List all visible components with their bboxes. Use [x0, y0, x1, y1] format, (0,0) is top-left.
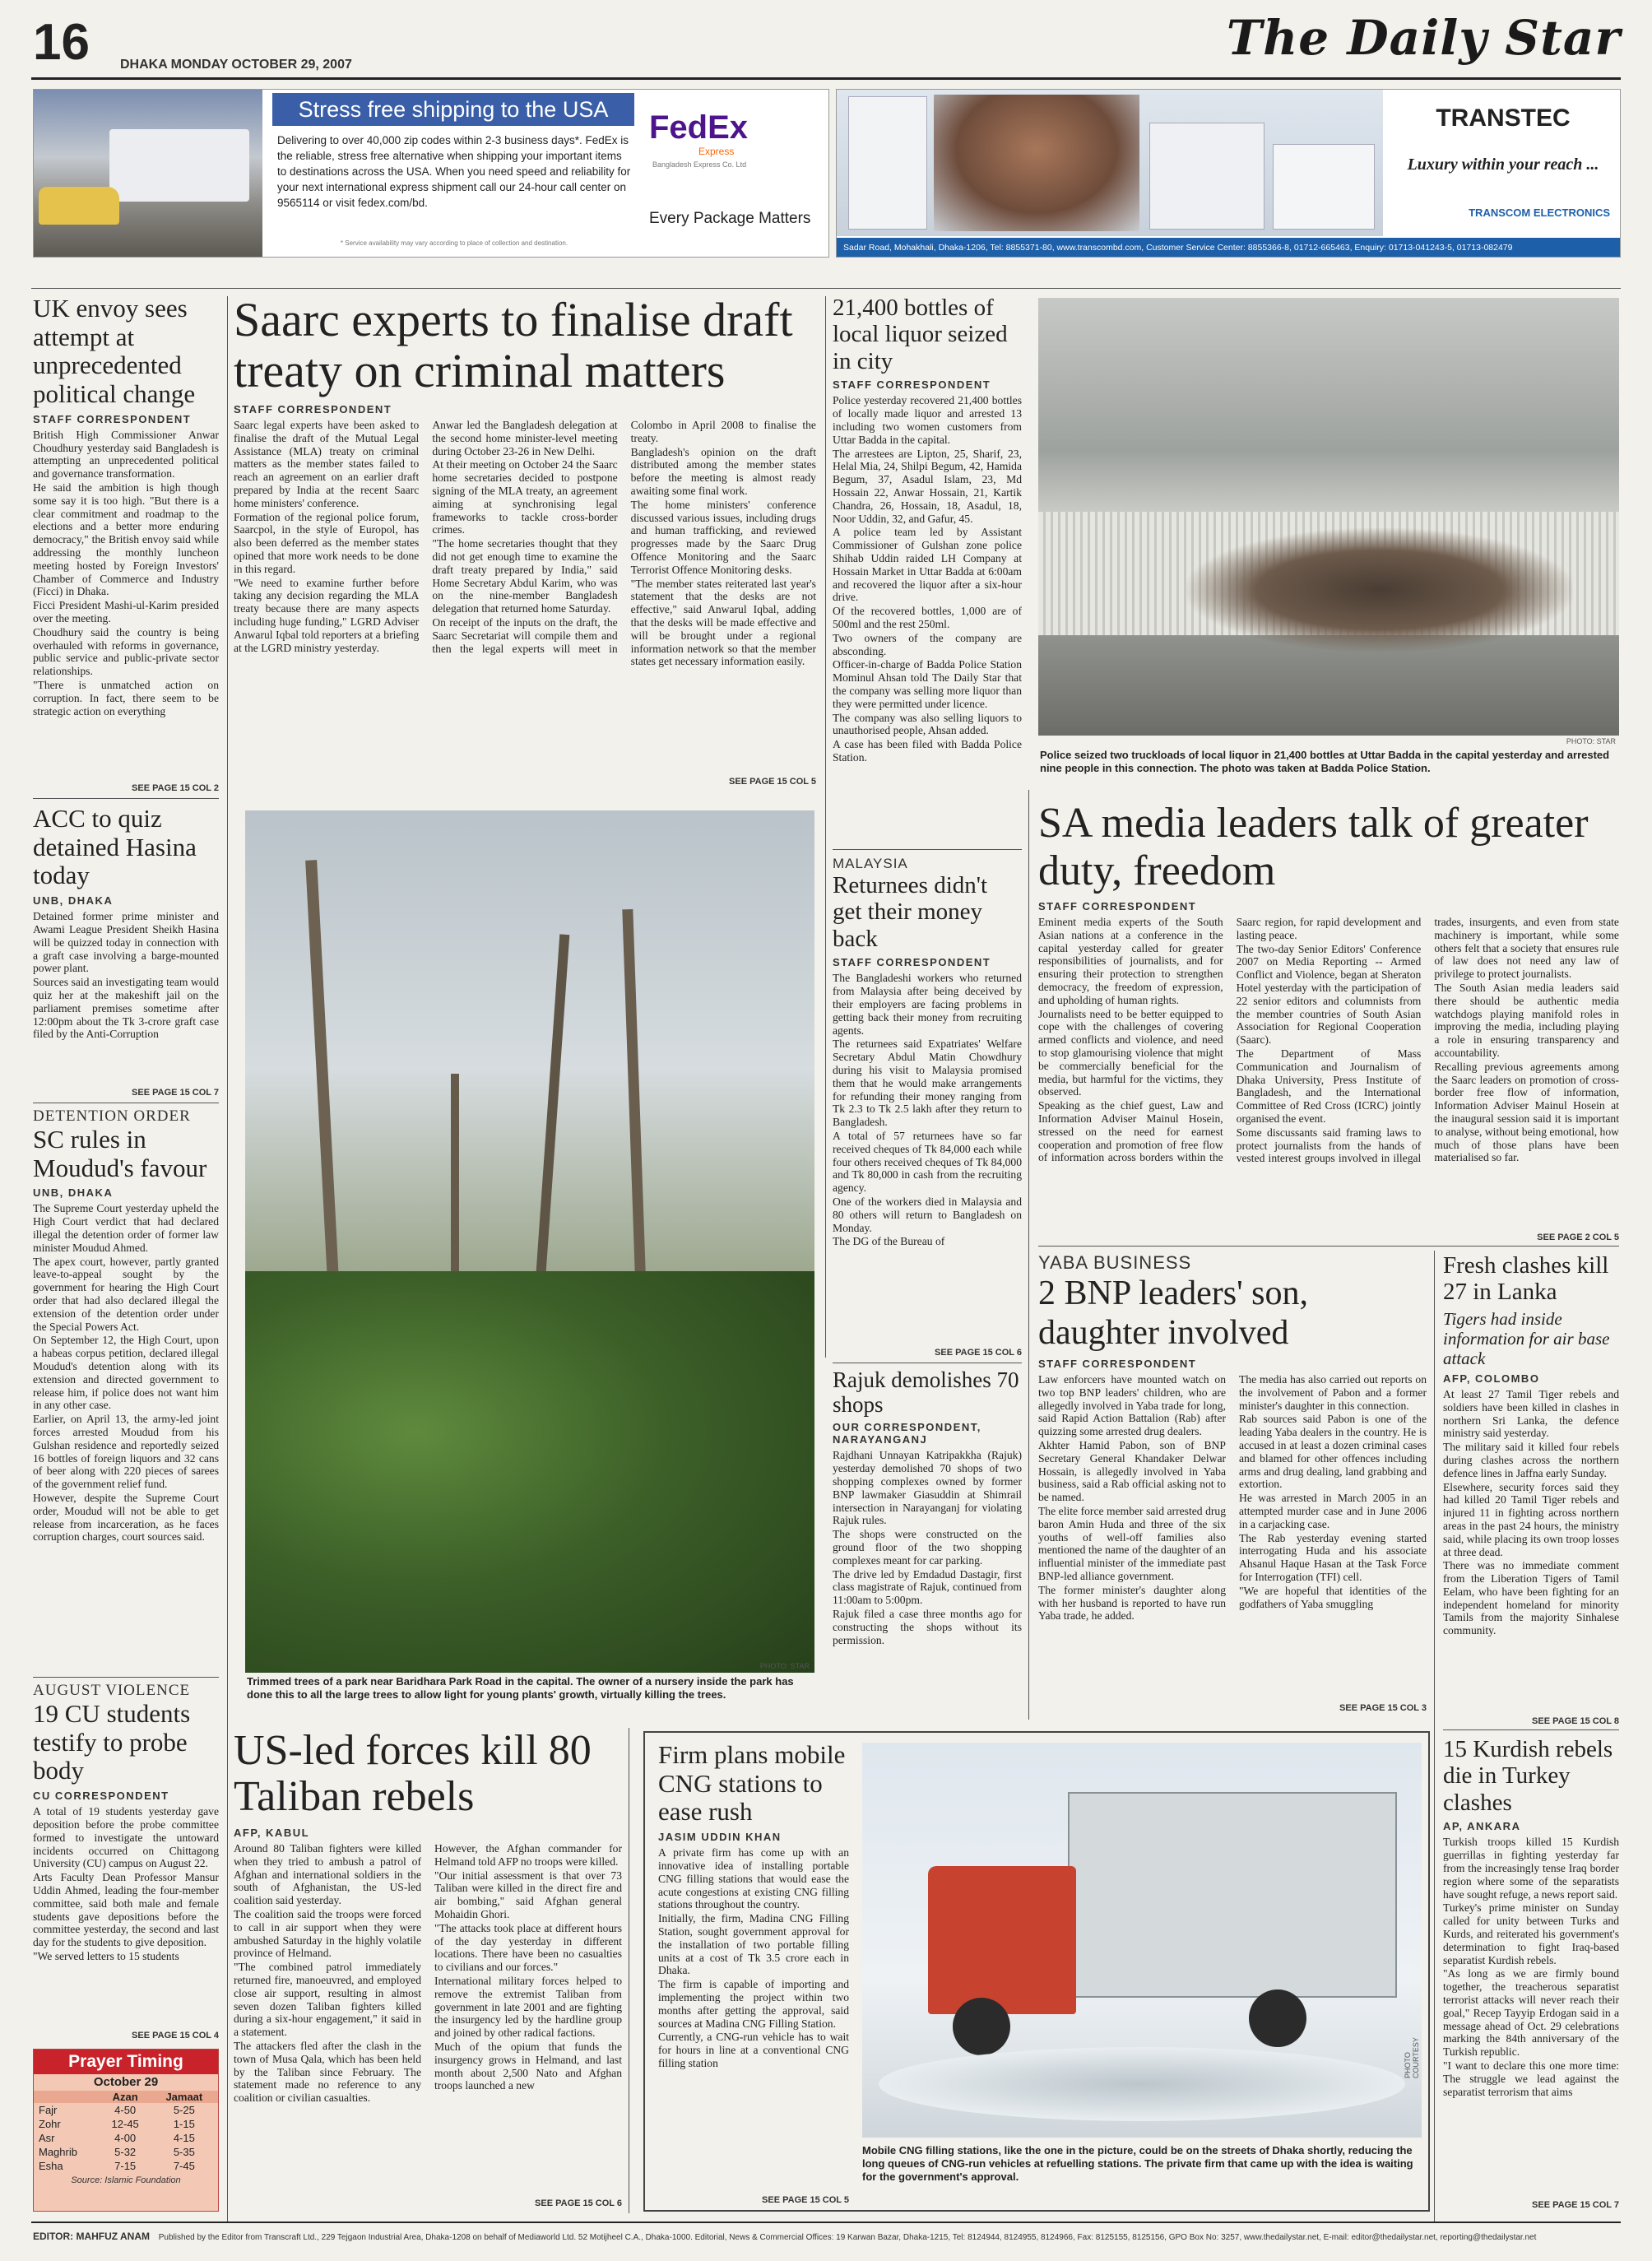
prayer-header-row: [34, 2091, 218, 2103]
para: One of the workers died in Malaysia and 80 others will return to Bangladesh on Monday.: [833, 1195, 1022, 1234]
headline: Saarc experts to finalise draft treaty on criminal matters: [234, 295, 793, 397]
para: Much of the opium that funds the insurgency grows in Helmand, and last month about 2,500 Nato and Afghan troops launched a new: [434, 2040, 622, 2092]
byline: UNB, DHAKA: [33, 1186, 114, 1200]
jump-line: SEE PAGE 15 COL 6: [535, 2198, 622, 2208]
article-body: [1038, 1373, 1427, 1694]
para: Journalists need to be better equipped to cope with the challenges of covering armed conflicts and violence, and need to stop glamourising violence that might be commercially beneficial for the media, but harmful for the victims, they observed.: [1038, 1007, 1223, 1098]
cng-feature-box: [643, 1731, 1430, 2212]
byline: STAFF CORRESPONDENT: [833, 378, 991, 392]
para: Around 80 Taliban fighters were killed when they tried to ambush a patrol of Afghan and international soldiers in the south of Afghanistan, the US-led coalition said yesterday.: [234, 1842, 421, 1907]
editor-name: EDITOR: MAHFUZ ANAM: [33, 2231, 150, 2242]
para: Saarc legal experts have been asked to finalise the draft of the Mutual Legal Assistance (MLA) treaty on criminal matters as the member states failed to reach an agreement on an earlier draft prepared by India at the recent Saarc home ministers' conference.: [234, 419, 420, 509]
para: Detained former prime minister and Awami League President Sheikh Hasina will be quizzed today in connection with a graft case involving a barge-mounted power plant.: [33, 910, 219, 975]
article-body: [33, 910, 219, 1041]
para: On September 12, the High Court, upon a habeas corpus petition, declared illegal Moudud's detention along with its extension and directed government to release him, if police does not want him in any other case.: [33, 1334, 219, 1412]
para: A private firm has come up with an innovative idea of installing portable CNG filling stations that would ease the acute congestions at existing CNG filling stations throughout the country.: [658, 1846, 849, 1911]
cell: 1-15: [173, 2118, 195, 2130]
article-lanka: [1443, 1252, 1619, 1713]
deck: Tigers had inside information for air base attack: [1443, 1308, 1610, 1368]
cell: 5-35: [173, 2146, 195, 2158]
truck-wheel: [1249, 1989, 1306, 2047]
para: The two-day Senior Editors' Conference 2007 on Media Reporting -- Armed Conflict and Violence, began at Sheraton Hotel yesterday with the participation of 22 senior editors and columnists from the member countries of South Asian Association for Regional Cooperation (Saarc).: [1236, 942, 1422, 1047]
para: At their meeting on October 24 the Saarc home secretaries decided to postpone signing of the MLA treaty, an agreement aiming at synchronising legal frameworks to tackle cross-border crimes.: [432, 458, 618, 536]
transtec-address-bar: Sadar Road, Mohakhali, Dhaka-1206, Tel: 8855371-80, www.transcombd.com, Customer Service Center: 8855366-8, 01712-665463, Enquiry: 01713-041243-5, 01713-082479: [837, 238, 1621, 258]
para: "There is unmatched action on corruption. In fact, there seem to be strategic action on everything: [33, 679, 219, 717]
photo-liquor-seizure: [1038, 298, 1619, 736]
article-acc-hasina: [33, 805, 219, 1084]
page-number: 16: [33, 14, 90, 71]
footer-imprint: [33, 2228, 1619, 2246]
byline: STAFF CORRESPONDENT: [33, 412, 192, 425]
article-cng: [658, 1741, 849, 2207]
para: Eminent media experts of the South Asian nations at a conference in the capital yesterday called for greater responsibilities of journalists, and for ensuring their protection to strengthen democracy, the freedom of expression, and upholding of human rights.: [1038, 916, 1223, 1006]
fedex-ad: [33, 89, 829, 258]
truck-shape: [109, 129, 249, 202]
para: Speaking as the chief guest, Law and Information Adviser Mainul Hosein, stressed on the need for earnest cooperation and promotion of free flow of information across borders within the Saarc region, for rapid development and lasting peace.: [1038, 916, 1422, 1164]
cell: Fajr: [39, 2104, 58, 2116]
masthead: [0, 0, 1652, 79]
car-shape: [39, 187, 119, 225]
jump-line: SEE PAGE 15 COL 8: [1532, 1716, 1619, 1726]
washer-shape: [1273, 144, 1375, 230]
para: The DG of the Bureau of: [833, 1235, 945, 1248]
para: A police team led by Assistant Commissioner of Gulshan zone police Shihab Uddin raided LH Company at Hossain Market in Uttar Badda at 6:00am and recovered the liquor after a six-hour drive.: [833, 526, 1022, 604]
cell: 7-45: [173, 2160, 195, 2172]
rule: [1038, 1246, 1619, 1247]
headline: Fresh clashes kill 27 in Lanka: [1443, 1252, 1609, 1306]
photo-credit: PHOTO: STAR: [1566, 737, 1616, 745]
prayer-date: October 29: [93, 2075, 159, 2089]
transtec-appliances-photo: [837, 90, 1383, 236]
prayer-table: [34, 2091, 218, 2173]
para: However, despite the Supreme Court order, Moudud will not be able to get release from incarceration, as he faces corruption charges, court sources said.: [33, 1491, 219, 1544]
fedex-logo: [649, 111, 748, 144]
article-sc-moudud: [33, 1107, 219, 1670]
para: Rajuk filed a case three months ago for constructing the shops without its permission.: [833, 1608, 1022, 1646]
headline: SA media leaders talk of greater duty, freedom: [1038, 800, 1589, 894]
transcom-logo: TRANSCOM ELECTRONICS: [1469, 207, 1610, 219]
para: "Our initial assessment is that over 73 Taliban were killed in the direct fire and air bombing," said Afghan general Mohaidin Ghori.: [434, 1869, 622, 1920]
fedex-headline: Stress free shipping to the USA: [272, 93, 634, 126]
para: The drive led by Emdadud Dastagir, first class magistrate of Rajuk, continued from 11:00am to 5:00pm.: [833, 1567, 1022, 1607]
cell: Jamaat: [165, 2091, 203, 2103]
photo-credit: PHOTO COURTESY: [1404, 2037, 1420, 2078]
prayer-row: [34, 2117, 218, 2131]
rule: [33, 1677, 219, 1678]
para: The elite force member said arrested drug baron Amin Huda and three of the six youths of well-off families also mentioned the name of the daughter of an influential minister of the immediate past BNP-led alliance government.: [1038, 1504, 1226, 1582]
fedex-fineprint: * Service availability may vary according to place of collection and destination.: [340, 239, 568, 247]
para: "We need to examine further before taking any decision regarding the MLA treaty because there are many aspects including huge funding," LGRD Adviser Anwarul Iqbal told reporters at a briefing at the LGRD ministry yesterday.: [234, 576, 420, 654]
para: The company was also selling liquors to unauthorised people, Ahsan added.: [833, 711, 1022, 737]
arrestees-group: [1186, 528, 1573, 652]
fedex-truck-photo: [34, 90, 262, 258]
fedex-agent: Bangladesh Express Co. Ltd: [652, 160, 747, 169]
para: "The combined patrol immediately returned fire, manoeuvred, and employed close air support, resulting in almost seven dozen Taliban fighters killed during a six-hour engagement," it said in a statement.: [234, 1961, 421, 2039]
transtec-brand: TRANSTEC: [1436, 104, 1571, 132]
para: "The attacks took place at different hours of the day yesterday in different locations. There have been no casualties to civilians and our forces.": [434, 1921, 622, 1974]
byline: STAFF CORRESPONDENT: [1038, 900, 1197, 912]
foliage: [245, 1271, 814, 1673]
article-cu-students: [33, 1682, 219, 2027]
cell: Zohr: [39, 2118, 61, 2130]
article-taliban: [234, 1728, 622, 2205]
article-body: [234, 1842, 622, 2193]
article-body: [1038, 916, 1619, 1222]
article-body: [833, 394, 1022, 764]
article-body: [658, 1846, 849, 2070]
para: Ficci President Mashi-ul-Karim presided over the meeting.: [33, 599, 219, 625]
cell: 5-32: [114, 2146, 137, 2158]
byline: JASIM UDDIN KHAN: [658, 1831, 782, 1844]
jump-line: SEE PAGE 15 COL 4: [132, 2031, 219, 2040]
para: Anwar led the Bangladesh delegation at the second home minister-level meeting during October 23-26 in New Delhi.: [432, 419, 618, 457]
para: Rajdhani Unnayan Katripakkha (Rajuk) yesterday demolished 70 shops of two shopping complexes owned by former BNP lawmaker Giasuddin at Shimrail intersection in Narayanganj for violating Rajuk rules.: [833, 1449, 1022, 1527]
para: "The member states reiterated last year's statement that the desks are not effective," said Anwarul Iqbal, adding that the desks will be made effective and will be brought under a regional information network so that the member states get necessary information easily.: [630, 577, 816, 668]
article-body: [1443, 1388, 1619, 1637]
article-body: [234, 419, 816, 717]
para: However, the Afghan commander for Helmand told AFP no troops were killed.: [434, 1842, 622, 1868]
jump-line: SEE PAGE 15 COL 6: [935, 1348, 1022, 1358]
para: Earlier, on April 13, the army-led joint forces arrested Moudud from his Gulshan residence and reportedly seized 16 bottles of foreign liquors and 32 cans of beer along with 220 pieces of sarees of the government relief fund.: [33, 1413, 219, 1491]
para: "As long as we are firmly bound together, the treacherous separatist terrorist attacks will never reach their goal," Recep Tayyip Erdogan said in a message ahead of Oct. 29 celebrations marking the 84th anniversary of the Turkish republic.: [1443, 1967, 1619, 2059]
footer-rule: [31, 2222, 1621, 2223]
byline: OUR CORRESPONDENT, NARAYANGANJ: [833, 1421, 981, 1446]
cell: 5-25: [173, 2104, 195, 2116]
headline: 2 BNP leaders' son, daughter involved: [1038, 1274, 1308, 1352]
paper-nameplate: The Daily Star: [1226, 10, 1621, 66]
article-body: [1443, 1836, 1619, 2098]
byline: STAFF CORRESPONDENT: [1038, 1358, 1197, 1370]
para: He said the ambition is high though some say it is too high. "But there is a clear commitment and roadmap to the elections and a better more enduring democracy," the British envoy said while addressing the monthly luncheon meeting hosted by Foreign Investors' Chamber of Commerce and Industry (Ficci) in Dhaka.: [33, 481, 219, 598]
para: Akhter Hamid Pabon, son of BNP Secretary General Khandaker Delwar Hossain, is allegedly involved in Yaba business, said a Rab official asking not to be named.: [1038, 1438, 1226, 1504]
para: Of the recovered bottles, 1,000 are of 500ml and the rest 250ml.: [833, 605, 1022, 630]
para: Elsewhere, security forces said they had killed 20 Tamil Tiger rebels and injured 11 in fighting across northern areas in the past 24 hours, the ministry said, while placing its own troop losses at three dead.: [1443, 1480, 1619, 1558]
fedex-body: Delivering to over 40,000 zip codes within 2-3 business days*. FedEx is the reliable, stress free alternative when shipping your important items to destinations across the USA. When you need speed and reliability for your next international express shipment call our 24-hour call center on 9565114 or visit fedex.com/bd.: [277, 134, 631, 209]
para: The arrestees are Lipton, 25, Sharif, 23, Helal Mia, 24, Shilpi Begum, 42, Hamida Begum, 37, Asadul Islam, 23, Md Hossain 22, Anwar Hossain, 21, Kartik Chandra, 26, Hossain, 18, Asadul, 18, Noor Uddin, 32, and Gafur, 45.: [833, 447, 1022, 525]
headline: Firm plans mobile CNG stations to ease rush: [658, 1741, 846, 1827]
article-body: [33, 429, 219, 718]
fridge-shape: [848, 96, 927, 230]
cell: 7-15: [114, 2160, 137, 2172]
para: Sources said an investigating team would quiz her at the makeshift jail on the parliament premises sometime after 12:00pm about the Tk 3-crore graft case filed by the Anti-Corruption: [33, 976, 219, 1041]
para: The apex court, however, partly granted leave-to-appeal sought by the government for hearing the High Court order that had also declared illegal the extension of the detention order under the Special Powers Act.: [33, 1255, 219, 1333]
col-rule-4: [1434, 1251, 1435, 2222]
prayer-title: Prayer Timing: [34, 2050, 218, 2074]
para: The former minister's daughter along with her husband is reported to have run Yaba trade, he added.: [1038, 1583, 1226, 1623]
col-rule-3: [1028, 790, 1029, 1720]
headline: UK envoy sees attempt at unprecedented political change: [33, 295, 196, 409]
photo-caption: Mobile CNG filling stations, like the one in the picture, could be on the streets of Dhaka shortly, reducing the long queues of CNG-run vehicles at refuelling stations. The private firm that came up with the idea is waiting for the government's approval.: [862, 2144, 1413, 2183]
para: The home ministers' conference discussed various issues, including drugs and human trafficking, and reviewed progresses made by the Saarc Drug Offence Monitoring and the Saarc Terrorist Offence Monitoring desks.: [630, 498, 816, 576]
para: Two owners of the company are absconding.: [833, 631, 1022, 657]
jump-line: SEE PAGE 2 COL 5: [1537, 1233, 1619, 1242]
cell: 12-45: [111, 2118, 139, 2130]
fedex-logo-sub: Express: [698, 146, 735, 157]
para: "We are hopeful that identities of the godfathers of Yaba smuggling: [1239, 1584, 1427, 1610]
byline: AFP, COLOMBO: [1443, 1372, 1540, 1385]
jump-line: SEE PAGE 15 COL 7: [1532, 2200, 1619, 2210]
para: The military said it killed four rebels during clashes across the northern defence lines in Jaffna early Sunday.: [1443, 1441, 1619, 1479]
article-body: [833, 972, 1022, 1248]
para: The Bangladeshi workers who returned from Malaysia after being deceived by their employers are facing problems in getting back their money from recruiting agents.: [833, 972, 1022, 1037]
photo-credit: PHOTO: STAR: [759, 1662, 810, 1670]
headline: Rajuk demolishes 70 shops: [833, 1367, 1019, 1418]
masthead-rule: [31, 77, 1621, 80]
para: British High Commissioner Anwar Choudhury yesterday said Bangladesh is attempting an unprecedented political and governance transformation.: [33, 428, 219, 481]
para: The Supreme Court yesterday upheld the High Court verdict that had declared illegal the detention order of former law minister Moudud Ahmed.: [33, 1202, 219, 1254]
para: The Rab yesterday evening started interrogating Huda and his associate Ahsanul Haque Hasan at the Task Force for Interrogation (TFI) cell.: [1239, 1531, 1427, 1583]
article-body: [33, 1805, 219, 1963]
family-shape: [934, 95, 1139, 231]
headline: SC rules in Moudud's favour: [33, 1125, 207, 1182]
headline: ACC to quiz detained Hasina today: [33, 805, 197, 890]
cell: Azan: [112, 2091, 138, 2103]
article-uk-envoy: [33, 295, 219, 792]
para: Rab sources said Pabon is one of the leading Yaba dealers in the country. He is accused in at least a dozen criminal cases and blamed for other offences including arms and drug dealing, land grabbing and extortion.: [1239, 1413, 1427, 1491]
fedex-logo-text: FedEx: [649, 109, 749, 146]
para: A total of 57 returnees have so far received cheques of Tk 84,000 each while four others received cheques of Tk 84,000 and Tk 80,000 in cash from the recruiting agency.: [833, 1129, 1022, 1195]
para: The shops were constructed on the ground floor of the two shopping complexes meant for car parking.: [833, 1528, 1022, 1567]
para: Law enforcers have mounted watch on two top BNP leaders' children, who are allegedly involved in Yaba trade for long, said Rapid Action Battalion (Rab) after quizzing some arrested drug dealers.: [1038, 1373, 1226, 1438]
headline: 21,400 bottles of local liquor seized in city: [833, 295, 1008, 374]
rule: [833, 849, 1022, 850]
jump-line: SEE PAGE 15 COL 7: [132, 1088, 219, 1098]
para: The coalition said the troops were forced to call in air support when they were ambushed Saturday in the highly volatile province of Helmand.: [234, 1907, 421, 1960]
kicker: AUGUST VIOLENCE: [33, 1682, 191, 1699]
para: Choudhury said the country is being overhauled with reforms in governance, public service and public-private sector relationships.: [33, 625, 219, 678]
prayer-source: Source: Islamic Foundation: [71, 2175, 181, 2185]
para: The South Asian media leaders said there should be authentic media watchdogs playing manifold roles in improving the media, including playing a role in ensuring transparency and accountability.: [1434, 981, 1619, 1059]
dateline: DHAKA MONDAY OCTOBER 29, 2007: [120, 58, 352, 72]
byline: UNB, DHAKA: [33, 894, 114, 908]
kicker: MALAYSIA: [833, 856, 908, 871]
para: International military forces helped to remove the extremist Taliban from government in late 2001 and are fighting the insurgency led by the hardline group and joined by other radical factions.: [434, 1974, 622, 2040]
para: Recalling previous agreements among the Saarc leaders on promotion of cross-border free flow of information, Information Adviser Mainul Hosein at the inaugural session said it is important to analyse, without being emotional, how much of those plans have been materialised so far.: [1434, 1060, 1619, 1164]
para: Some discussants said framing laws to protect journalists from the hands of vested interest groups involved in illegal trades, insurgents, and even from state machinery is important, while some others felt that a society that ensures rule of law does not need any law of privilege to protect journalists.: [1236, 916, 1619, 1165]
truck-box: [1068, 1792, 1397, 1998]
photo-trimmed-trees: [245, 810, 814, 1673]
para: There was no immediate comment from the Liberation Tigers of Tamil Eelam, who have been fighting for an independent homeland for minority Tamils from the majority Sinhalese community.: [1443, 1559, 1619, 1637]
para: The returnees said Expatriates' Welfare Secretary Abdul Matin Chowdhury during his visit to Malaysia promised them that he would make arrangements for refunding their money ranging from Tk 2.3 to Tk 2.5 lakh after they return to Bangladesh.: [833, 1038, 1022, 1129]
byline: AP, ANKARA: [1443, 1820, 1521, 1833]
prayer-row: [34, 2159, 218, 2173]
truck-cab: [928, 1866, 1076, 2014]
para: "I want to declare this one more time: The struggle we lead against the separatist terrorism that aims: [1443, 2059, 1619, 2098]
prayer-row: [34, 2145, 218, 2159]
byline: STAFF CORRESPONDENT: [234, 403, 392, 416]
article-malaysia: [833, 856, 1022, 1349]
cell: 4-50: [114, 2104, 137, 2116]
para: Turkish troops killed 15 Kurdish guerrillas in fighting yesterday far from the increasingly tense Iraq border region where some of the separatists have sought refuge, a news report said.: [1443, 1836, 1619, 1901]
prayer-row: [34, 2131, 218, 2145]
ad-rule: [31, 288, 1621, 289]
photo-caption: Police seized two truckloads of local liquor in 21,400 bottles at Uttar Badda in the capital yesterday and arrested nine people in this connection. The photo was taken at Badda Police Station.: [1040, 749, 1610, 774]
jump-line: SEE PAGE 15 COL 3: [1339, 1703, 1427, 1713]
kicker: DETENTION ORDER: [33, 1107, 191, 1125]
jump-line: SEE PAGE 15 COL 2: [132, 783, 219, 793]
imprint-text: Published by the Editor from Transcraft Ltd., 229 Tejgaon Industrial Area, Dhaka-1208 on behalf of Mediaworld Ltd. 52 Motijheel C.A., Dhaka-1000. Editorial, News & Commercial Offices: 19 Karwan Bazar, Dhaka-1215, Tel: 8124944, 8124955, 8124966, Fax: 8125155, 8125156, GPO Box No: 3257, www.thedailystar.net, E-mail: editor@thedailystar.net, reporting@thedailystar.net: [158, 2233, 1537, 2242]
para: Arts Faculty Dean Professor Mansur Uddin Ahmed, leading the four-member committee, said both male and female students gave depositions before the committee yesterday, the second and last day for the students to give deposition.: [33, 1871, 219, 1949]
freezer-shape: [1149, 123, 1265, 230]
cell: Maghrib: [39, 2146, 77, 2158]
para: Formation of the regional police forum, Saarcpol, in the style of Europol, has also been deferred as the member states opined that more work needs to be done in this regard.: [234, 510, 420, 575]
para: The attackers fled after the clash in the town of Musa Qala, which has been held by the Taliban since February. The statement made no reference to any coalition or civilian casualties.: [234, 2039, 421, 2105]
transtec-ad: [836, 89, 1621, 258]
article-yaba: [1038, 1252, 1427, 1713]
byline: AFP, KABUL: [234, 1827, 310, 1839]
para: At least 27 Tamil Tiger rebels and soldiers have been killed in clashes in northern Sri Lanka, the defence ministry said yesterday.: [1443, 1387, 1619, 1440]
cell: Asr: [39, 2132, 55, 2144]
headline: 15 Kurdish rebels die in Turkey clashes: [1443, 1736, 1613, 1816]
article-body: [33, 1202, 219, 1544]
headline: US-led forces kill 80 Taliban rebels: [234, 1728, 592, 1820]
jump-line: SEE PAGE 15 COL 5: [729, 777, 816, 787]
para: Officer-in-charge of Badda Police Station Mominul Ahsan told The Daily Star that the company was selling more liquor than they were permitted under licence.: [833, 658, 1022, 710]
para: The firm is capable of importing and implementing the project within two months after getting the approval, said sources at Madina CNG Filling Station.: [658, 1978, 849, 2030]
para: A case has been filed with Badda Police Station.: [833, 738, 1022, 764]
cell: 4-15: [173, 2132, 195, 2144]
headline: Returnees didn't get their money back: [833, 872, 988, 952]
para: "The home secretaries thought that they did not get enough time to examine the draft treaty prepared by India," said Home Secretary Abdul Karim, who was on the nine-member Bangladesh delegation that returned home Saturday.: [432, 537, 618, 615]
rule: [1443, 1729, 1619, 1730]
rule: [33, 798, 219, 799]
cell: [34, 2091, 100, 2103]
byline: CU CORRESPONDENT: [33, 1790, 169, 1803]
para: The media has also carried out reports on the involvement of Pabon and a former minister's daughter in this connection.: [1239, 1373, 1427, 1412]
article-liquor: [833, 295, 1022, 773]
para: Turkey's prime minister on Sunday called for unity between Turks and Kurds, and reiterated his government's determination to fight Iraq-based separatist Kurdish rebels.: [1443, 1901, 1619, 1966]
article-kurdish: [1443, 1736, 1619, 2197]
para: Police yesterday recovered 21,400 bottles of locally made liquor and arrested 13 including two women customers from Uttar Badda in the capital.: [833, 394, 1022, 446]
para: Bangladesh's opinion on the draft distributed among the member states before the meeting is almost ready awaiting some final work.: [630, 445, 816, 497]
col-rule-1: [227, 296, 228, 2222]
para: "We served letters to 15 students: [33, 1949, 179, 1962]
para: Currently, a CNG-run vehicle has to wait for hours in line at a conventional CNG filling station: [658, 2031, 849, 2069]
para: The Department of Mass Communication and Journalism of Dhaka University, Press Institute of Bangladesh, and the International Committee of Red Cross (ICRC) jointly organised the event.: [1236, 1047, 1422, 1125]
photo-cng-truck: [862, 1743, 1422, 2138]
photo-caption: Trimmed trees of a park near Baridhara Park Road in the capital. The owner of a nursery inside the park has done this to all the large trees to allow light for young plants' growth, virtually killing the trees.: [247, 1675, 794, 1701]
fedex-tagline: Every Package Matters: [649, 210, 811, 227]
article-sa-media: [1038, 800, 1619, 1234]
article-body: [833, 1449, 1022, 1646]
transtec-tagline: Luxury within your reach ...: [1407, 156, 1599, 174]
cell: 4-00: [114, 2132, 137, 2144]
article-rajuk: [833, 1367, 1022, 1720]
para: A total of 19 students yesterday gave deposition before the probe committee formed to investigate the untoward incidents occurred on Chittagong University (CU) campus on August 22.: [33, 1805, 219, 1870]
article-saarc: [234, 295, 816, 793]
prayer-timing-box: [33, 2049, 219, 2212]
para: Initially, the firm, Madina CNG Filling Station, sought government approval for the installation of two portable filling units at a cost of Tk 3.5 crore each in Dhaka.: [658, 1912, 849, 1977]
headline: 19 CU students testify to probe body: [33, 1699, 191, 1785]
byline: STAFF CORRESPONDENT: [833, 956, 991, 969]
truck-wheel: [953, 1998, 1010, 2055]
para: On receipt of the inputs on the draft, the Saarc Secretariat will compile them and then the legal experts will meet in Colombo in April 2008 to finalise the treaty.: [432, 419, 816, 655]
kicker: YABA BUSINESS: [1038, 1252, 1192, 1273]
para: He was arrested in March 2005 in an attempted murder case and in June 2006 in a carjacking case.: [1239, 1492, 1427, 1530]
platform: [879, 2047, 1405, 2121]
prayer-row: [34, 2103, 218, 2117]
jump-line: SEE PAGE 15 COL 5: [762, 2195, 849, 2205]
cell: Esha: [39, 2160, 63, 2172]
col-rule-2: [825, 296, 826, 1358]
